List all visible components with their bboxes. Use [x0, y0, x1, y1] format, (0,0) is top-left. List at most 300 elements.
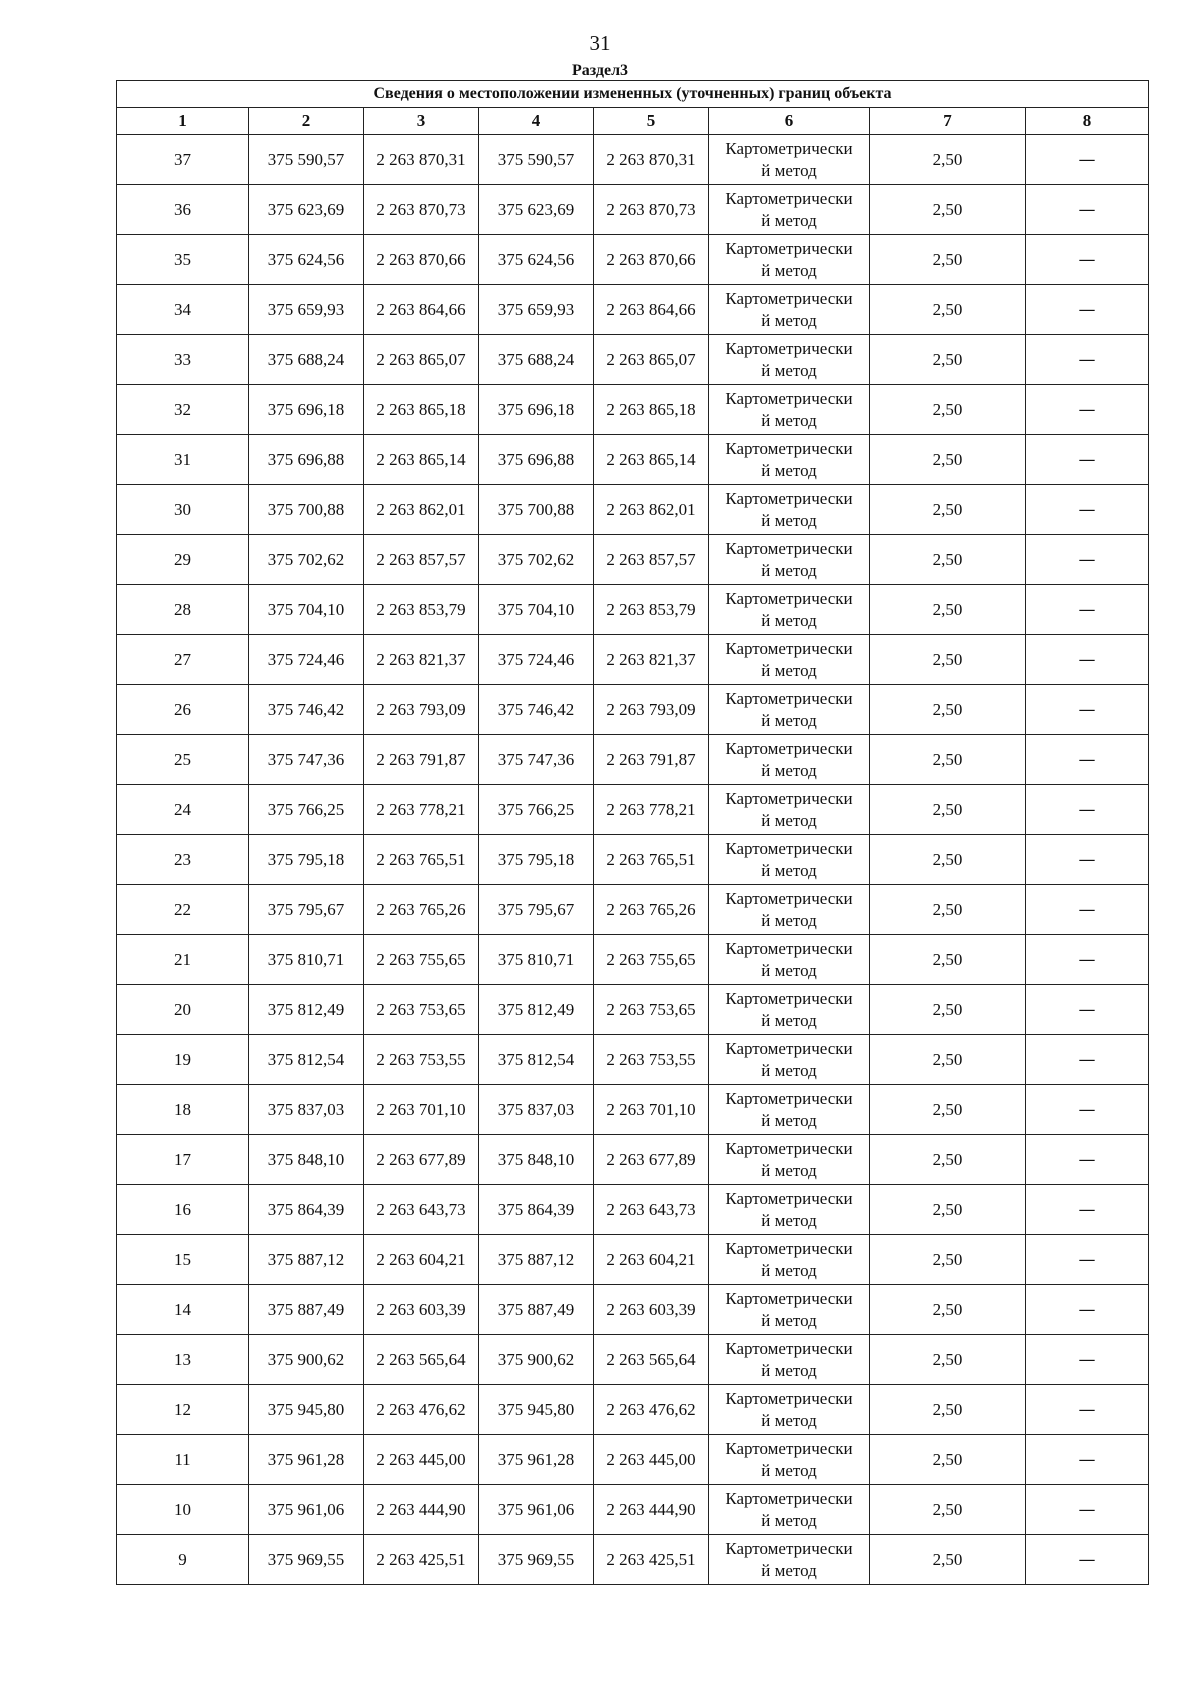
note-cell: — [1026, 235, 1149, 285]
table-row [117, 385, 1149, 435]
note-cell: — [1026, 585, 1149, 635]
method-text-line2: й метод [761, 610, 817, 630]
column-number: 8 [1026, 108, 1149, 135]
method-cell [709, 135, 870, 185]
note-cell: — [1026, 1285, 1149, 1335]
table-row [117, 1435, 1149, 1485]
existing-y-cell: 2 263 853,79 [364, 585, 479, 635]
point-number-cell: 33 [117, 335, 249, 385]
existing-x-cell: 375 659,93 [249, 285, 364, 335]
refined-x-cell: 375 795,67 [479, 885, 594, 935]
table-row [117, 1485, 1149, 1535]
existing-y-cell: 2 263 821,37 [364, 635, 479, 685]
accuracy-cell: 2,50 [870, 685, 1026, 735]
note-cell: — [1026, 1085, 1149, 1135]
method-text-line1: Картометрически [725, 938, 853, 958]
method-text-line1: Картометрически [725, 138, 853, 158]
refined-y-cell: 2 263 753,55 [594, 1035, 709, 1085]
refined-x-cell: 375 961,06 [479, 1485, 594, 1535]
method-cell [709, 635, 870, 685]
table-row [117, 1335, 1149, 1385]
method-text-line2: й метод [761, 160, 817, 180]
accuracy-cell: 2,50 [870, 985, 1026, 1035]
accuracy-cell: 2,50 [870, 885, 1026, 935]
table-row [117, 1285, 1149, 1335]
method-text-line2: й метод [761, 310, 817, 330]
existing-y-cell: 2 263 857,57 [364, 535, 479, 585]
refined-y-cell: 2 263 444,90 [594, 1485, 709, 1535]
column-number: 5 [594, 108, 709, 135]
method-text-line2: й метод [761, 1110, 817, 1130]
accuracy-cell: 2,50 [870, 1335, 1026, 1385]
refined-x-cell: 375 659,93 [479, 285, 594, 335]
existing-y-cell: 2 263 791,87 [364, 735, 479, 785]
existing-y-cell: 2 263 643,73 [364, 1185, 479, 1235]
refined-x-cell: 375 837,03 [479, 1085, 594, 1135]
accuracy-cell: 2,50 [870, 1285, 1026, 1335]
method-cell [709, 1035, 870, 1085]
refined-y-cell: 2 263 603,39 [594, 1285, 709, 1335]
method-text-line1: Картометрически [725, 1488, 853, 1508]
existing-y-cell: 2 263 865,18 [364, 385, 479, 435]
method-text-line2: й метод [761, 910, 817, 930]
existing-x-cell: 375 696,88 [249, 435, 364, 485]
table-row [117, 235, 1149, 285]
section-title: Раздел3 [571, 62, 629, 79]
existing-x-cell: 375 864,39 [249, 1185, 364, 1235]
method-text-line1: Картометрически [725, 1438, 853, 1458]
note-cell: — [1026, 885, 1149, 935]
accuracy-cell: 2,50 [870, 735, 1026, 785]
method-text-line1: Картометрически [725, 988, 853, 1008]
table-row [117, 1535, 1149, 1585]
method-text-line1: Картометрически [725, 738, 853, 758]
note-cell: — [1026, 1135, 1149, 1185]
method-text-line2: й метод [761, 460, 817, 480]
table-row [117, 585, 1149, 635]
point-number-cell: 20 [117, 985, 249, 1035]
refined-y-cell: 2 263 425,51 [594, 1535, 709, 1585]
accuracy-cell: 2,50 [870, 1535, 1026, 1585]
method-text-line1: Картометрически [725, 538, 853, 558]
existing-x-cell: 375 623,69 [249, 185, 364, 235]
existing-x-cell: 375 887,49 [249, 1285, 364, 1335]
method-text-line2: й метод [761, 1160, 817, 1180]
method-text-line2: й метод [761, 1560, 817, 1580]
method-cell [709, 485, 870, 535]
method-text-line1: Картометрически [725, 1088, 853, 1108]
refined-x-cell: 375 724,46 [479, 635, 594, 685]
accuracy-cell: 2,50 [870, 1085, 1026, 1135]
existing-x-cell: 375 848,10 [249, 1135, 364, 1185]
note-cell: — [1026, 1185, 1149, 1235]
method-text-line1: Картометрически [725, 1238, 853, 1258]
method-text-line2: й метод [761, 1060, 817, 1080]
point-number-cell: 27 [117, 635, 249, 685]
method-text-line2: й метод [761, 410, 817, 430]
table-row [117, 935, 1149, 985]
table-row [117, 435, 1149, 485]
table-row [117, 1185, 1149, 1235]
existing-y-cell: 2 263 753,55 [364, 1035, 479, 1085]
refined-y-cell: 2 263 765,51 [594, 835, 709, 885]
refined-x-cell: 375 969,55 [479, 1535, 594, 1585]
refined-y-cell: 2 263 765,26 [594, 885, 709, 935]
method-cell [709, 1185, 870, 1235]
point-number-cell: 14 [117, 1285, 249, 1335]
existing-y-cell: 2 263 677,89 [364, 1135, 479, 1185]
note-cell: — [1026, 285, 1149, 335]
point-number-cell: 26 [117, 685, 249, 735]
column-number-row [117, 108, 1149, 135]
method-text-line2: й метод [761, 710, 817, 730]
accuracy-cell: 2,50 [870, 1035, 1026, 1085]
note-cell: — [1026, 685, 1149, 735]
accuracy-cell: 2,50 [870, 935, 1026, 985]
method-text-line2: й метод [761, 1260, 817, 1280]
refined-y-cell: 2 263 821,37 [594, 635, 709, 685]
method-text-line1: Картометрически [725, 588, 853, 608]
method-text-line2: й метод [761, 760, 817, 780]
existing-y-cell: 2 263 864,66 [364, 285, 479, 335]
refined-x-cell: 375 700,88 [479, 485, 594, 535]
method-text-line2: й метод [761, 210, 817, 230]
method-text-line2: й метод [761, 660, 817, 680]
refined-y-cell: 2 263 853,79 [594, 585, 709, 635]
existing-y-cell: 2 263 765,51 [364, 835, 479, 885]
existing-y-cell: 2 263 870,31 [364, 135, 479, 185]
point-number-cell: 19 [117, 1035, 249, 1085]
note-cell: — [1026, 785, 1149, 835]
refined-y-cell: 2 263 793,09 [594, 685, 709, 735]
existing-x-cell: 375 746,42 [249, 685, 364, 735]
refined-y-cell: 2 263 604,21 [594, 1235, 709, 1285]
existing-y-cell: 2 263 603,39 [364, 1285, 479, 1335]
existing-x-cell: 375 961,06 [249, 1485, 364, 1535]
method-cell [709, 335, 870, 385]
existing-y-cell: 2 263 425,51 [364, 1535, 479, 1585]
method-text-line1: Картометрически [725, 438, 853, 458]
refined-x-cell: 375 945,80 [479, 1385, 594, 1435]
existing-x-cell: 375 747,36 [249, 735, 364, 785]
refined-x-cell: 375 887,12 [479, 1235, 594, 1285]
accuracy-cell: 2,50 [870, 385, 1026, 435]
existing-y-cell: 2 263 565,64 [364, 1335, 479, 1385]
point-number-cell: 36 [117, 185, 249, 235]
method-cell [709, 785, 870, 835]
point-number-cell: 24 [117, 785, 249, 835]
note-cell: — [1026, 935, 1149, 985]
point-number-cell: 17 [117, 1135, 249, 1185]
existing-y-cell: 2 263 445,00 [364, 1435, 479, 1485]
column-number: 7 [870, 108, 1026, 135]
existing-y-cell: 2 263 755,65 [364, 935, 479, 985]
method-text-line2: й метод [761, 510, 817, 530]
method-cell [709, 885, 870, 935]
table-row [117, 485, 1149, 535]
note-cell: — [1026, 635, 1149, 685]
existing-x-cell: 375 900,62 [249, 1335, 364, 1385]
refined-y-cell: 2 263 643,73 [594, 1185, 709, 1235]
existing-y-cell: 2 263 862,01 [364, 485, 479, 535]
method-cell [709, 1435, 870, 1485]
method-cell [709, 985, 870, 1035]
point-number-cell: 35 [117, 235, 249, 285]
method-cell [709, 735, 870, 785]
existing-x-cell: 375 945,80 [249, 1385, 364, 1435]
method-text-line1: Картометрически [725, 1038, 853, 1058]
method-text-line2: й метод [761, 1510, 817, 1530]
accuracy-cell: 2,50 [870, 635, 1026, 685]
refined-x-cell: 375 688,24 [479, 335, 594, 385]
table-row [117, 835, 1149, 885]
existing-x-cell: 375 887,12 [249, 1235, 364, 1285]
refined-x-cell: 375 747,36 [479, 735, 594, 785]
refined-y-cell: 2 263 857,57 [594, 535, 709, 585]
method-cell [709, 185, 870, 235]
table-row [117, 535, 1149, 585]
table-row [117, 635, 1149, 685]
refined-x-cell: 375 810,71 [479, 935, 594, 985]
accuracy-cell: 2,50 [870, 535, 1026, 585]
method-text-line2: й метод [761, 1310, 817, 1330]
refined-x-cell: 375 696,88 [479, 435, 594, 485]
table-body [117, 135, 1149, 1585]
accuracy-cell: 2,50 [870, 135, 1026, 185]
refined-x-cell: 375 696,18 [479, 385, 594, 435]
note-cell: — [1026, 1335, 1149, 1385]
existing-y-cell: 2 263 753,65 [364, 985, 479, 1035]
method-text-line1: Картометрически [725, 1188, 853, 1208]
refined-x-cell: 375 961,28 [479, 1435, 594, 1485]
refined-y-cell: 2 263 865,14 [594, 435, 709, 485]
method-text-line1: Картометрически [725, 838, 853, 858]
existing-x-cell: 375 961,28 [249, 1435, 364, 1485]
refined-y-cell: 2 263 870,31 [594, 135, 709, 185]
refined-y-cell: 2 263 476,62 [594, 1385, 709, 1435]
table-row [117, 785, 1149, 835]
point-number-cell: 11 [117, 1435, 249, 1485]
point-number-cell: 22 [117, 885, 249, 935]
existing-x-cell: 375 795,67 [249, 885, 364, 935]
column-number: 1 [117, 108, 249, 135]
refined-y-cell: 2 263 870,66 [594, 235, 709, 285]
method-cell [709, 1535, 870, 1585]
note-cell: — [1026, 135, 1149, 185]
column-number: 3 [364, 108, 479, 135]
point-number-cell: 32 [117, 385, 249, 435]
boundary-coordinates-table [116, 80, 1149, 1585]
note-cell: — [1026, 535, 1149, 585]
point-number-cell: 15 [117, 1235, 249, 1285]
refined-x-cell: 375 624,56 [479, 235, 594, 285]
method-text-line1: Картометрически [725, 338, 853, 358]
table-row [117, 135, 1149, 185]
existing-x-cell: 375 590,57 [249, 135, 364, 185]
existing-x-cell: 375 766,25 [249, 785, 364, 835]
column-number: 2 [249, 108, 364, 135]
method-text-line1: Картометрически [725, 1338, 853, 1358]
note-cell: — [1026, 1385, 1149, 1435]
note-cell: — [1026, 385, 1149, 435]
existing-x-cell: 375 624,56 [249, 235, 364, 285]
table-row [117, 1135, 1149, 1185]
refined-y-cell: 2 263 865,07 [594, 335, 709, 385]
accuracy-cell: 2,50 [870, 785, 1026, 835]
table-row [117, 735, 1149, 785]
method-text-line1: Картометрически [725, 238, 853, 258]
existing-y-cell: 2 263 865,07 [364, 335, 479, 385]
existing-y-cell: 2 263 604,21 [364, 1235, 479, 1285]
table-row [117, 685, 1149, 735]
point-number-cell: 12 [117, 1385, 249, 1435]
method-cell [709, 1335, 870, 1385]
existing-x-cell: 375 724,46 [249, 635, 364, 685]
method-text-line1: Картометрически [725, 1138, 853, 1158]
table-row [117, 335, 1149, 385]
existing-x-cell: 375 700,88 [249, 485, 364, 535]
refined-x-cell: 375 623,69 [479, 185, 594, 235]
refined-y-cell: 2 263 445,00 [594, 1435, 709, 1485]
point-number-cell: 21 [117, 935, 249, 985]
accuracy-cell: 2,50 [870, 435, 1026, 485]
method-text-line2: й метод [761, 1360, 817, 1380]
existing-y-cell: 2 263 778,21 [364, 785, 479, 835]
accuracy-cell: 2,50 [870, 585, 1026, 635]
method-text-line2: й метод [761, 360, 817, 380]
existing-x-cell: 375 795,18 [249, 835, 364, 885]
accuracy-cell: 2,50 [870, 835, 1026, 885]
note-cell: — [1026, 985, 1149, 1035]
method-cell [709, 935, 870, 985]
refined-x-cell: 375 746,42 [479, 685, 594, 735]
method-text-line2: й метод [761, 560, 817, 580]
note-cell: — [1026, 835, 1149, 885]
refined-y-cell: 2 263 753,65 [594, 985, 709, 1035]
refined-x-cell: 375 766,25 [479, 785, 594, 835]
method-text-line1: Картометрически [725, 1388, 853, 1408]
table-title: Сведения о местоположении измененных (уточненных) границ объекта [117, 81, 1149, 108]
accuracy-cell: 2,50 [870, 1385, 1026, 1435]
table-row [117, 1385, 1149, 1435]
method-text-line1: Картометрически [725, 388, 853, 408]
note-cell: — [1026, 1535, 1149, 1585]
method-cell [709, 685, 870, 735]
method-text-line2: й метод [761, 960, 817, 980]
note-cell: — [1026, 185, 1149, 235]
table-row [117, 885, 1149, 935]
table-row [117, 985, 1149, 1035]
existing-y-cell: 2 263 701,10 [364, 1085, 479, 1135]
accuracy-cell: 2,50 [870, 185, 1026, 235]
note-cell: — [1026, 485, 1149, 535]
existing-x-cell: 375 837,03 [249, 1085, 364, 1135]
method-text-line1: Картометрически [725, 488, 853, 508]
method-text-line2: й метод [761, 810, 817, 830]
refined-x-cell: 375 848,10 [479, 1135, 594, 1185]
accuracy-cell: 2,50 [870, 335, 1026, 385]
point-number-cell: 9 [117, 1535, 249, 1585]
table-row [117, 1085, 1149, 1135]
method-cell [709, 1235, 870, 1285]
accuracy-cell: 2,50 [870, 285, 1026, 335]
table-row [117, 1235, 1149, 1285]
refined-x-cell: 375 900,62 [479, 1335, 594, 1385]
existing-x-cell: 375 810,71 [249, 935, 364, 985]
point-number-cell: 29 [117, 535, 249, 585]
refined-y-cell: 2 263 864,66 [594, 285, 709, 335]
method-cell [709, 1135, 870, 1185]
point-number-cell: 13 [117, 1335, 249, 1385]
column-number: 6 [709, 108, 870, 135]
accuracy-cell: 2,50 [870, 235, 1026, 285]
accuracy-cell: 2,50 [870, 1135, 1026, 1185]
refined-x-cell: 375 812,54 [479, 1035, 594, 1085]
method-text-line1: Картометрически [725, 1288, 853, 1308]
point-number-cell: 34 [117, 285, 249, 335]
existing-y-cell: 2 263 765,26 [364, 885, 479, 935]
page-number: 31 [589, 31, 611, 55]
method-text-line2: й метод [761, 1010, 817, 1030]
method-cell [709, 535, 870, 585]
existing-y-cell: 2 263 870,66 [364, 235, 479, 285]
method-cell [709, 1485, 870, 1535]
accuracy-cell: 2,50 [870, 485, 1026, 535]
table-row [117, 1035, 1149, 1085]
refined-y-cell: 2 263 755,65 [594, 935, 709, 985]
existing-x-cell: 375 696,18 [249, 385, 364, 435]
point-number-cell: 28 [117, 585, 249, 635]
column-number: 4 [479, 108, 594, 135]
existing-x-cell: 375 969,55 [249, 1535, 364, 1585]
existing-x-cell: 375 704,10 [249, 585, 364, 635]
method-cell [709, 385, 870, 435]
point-number-cell: 23 [117, 835, 249, 885]
existing-x-cell: 375 812,49 [249, 985, 364, 1035]
method-cell [709, 435, 870, 485]
refined-x-cell: 375 702,62 [479, 535, 594, 585]
method-cell [709, 1285, 870, 1335]
point-number-cell: 18 [117, 1085, 249, 1135]
existing-y-cell: 2 263 476,62 [364, 1385, 479, 1435]
method-text-line2: й метод [761, 1460, 817, 1480]
refined-x-cell: 375 887,49 [479, 1285, 594, 1335]
existing-x-cell: 375 702,62 [249, 535, 364, 585]
point-number-cell: 16 [117, 1185, 249, 1235]
method-text-line2: й метод [761, 260, 817, 280]
table-row [117, 185, 1149, 235]
refined-y-cell: 2 263 778,21 [594, 785, 709, 835]
accuracy-cell: 2,50 [870, 1185, 1026, 1235]
note-cell: — [1026, 1435, 1149, 1485]
refined-x-cell: 375 812,49 [479, 985, 594, 1035]
method-text-line1: Картометрически [725, 788, 853, 808]
table-row [117, 285, 1149, 335]
method-cell [709, 1385, 870, 1435]
point-number-cell: 37 [117, 135, 249, 185]
method-text-line2: й метод [761, 860, 817, 880]
point-number-cell: 30 [117, 485, 249, 535]
method-cell [709, 1085, 870, 1135]
note-cell: — [1026, 335, 1149, 385]
refined-x-cell: 375 795,18 [479, 835, 594, 885]
method-cell [709, 285, 870, 335]
refined-y-cell: 2 263 865,18 [594, 385, 709, 435]
method-cell [709, 835, 870, 885]
accuracy-cell: 2,50 [870, 1435, 1026, 1485]
accuracy-cell: 2,50 [870, 1235, 1026, 1285]
method-cell [709, 585, 870, 635]
